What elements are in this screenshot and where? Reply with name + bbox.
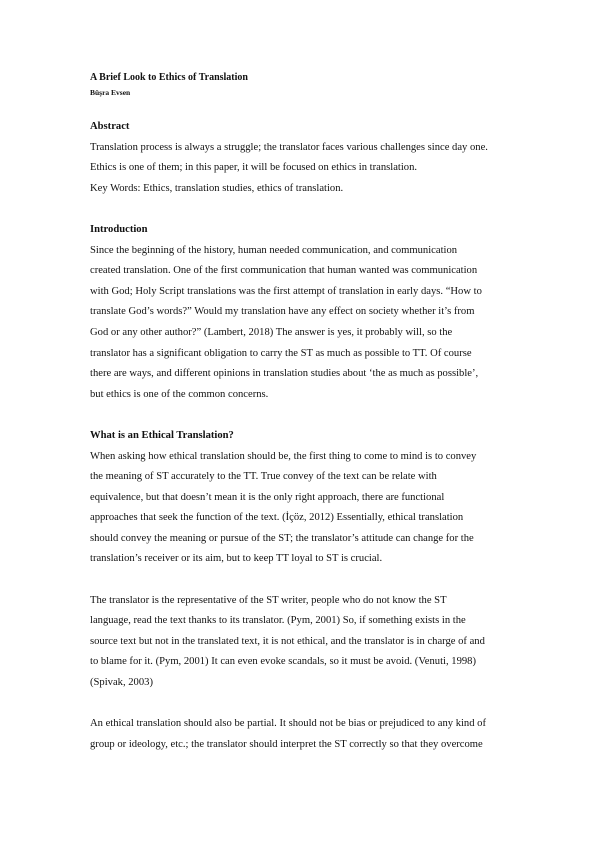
text-line: translator has a significant obligation to carry the ST as much as possible to TT. Of course	[90, 347, 472, 359]
paper-page	[90, 71, 550, 755]
text-line: but ethics is one of the common concerns.	[90, 388, 269, 400]
ethical-translation-section	[90, 426, 550, 756]
spacer	[90, 405, 550, 426]
abstract-paragraph	[90, 138, 550, 200]
paper-title: A Brief Look to Ethics of Translation	[90, 72, 248, 83]
text-line: Since the beginning of the history, human needed communication, and communication	[90, 244, 458, 256]
ethical-translation-heading: What is an Ethical Translation?	[90, 429, 234, 441]
ethical-paragraph-3	[90, 714, 550, 755]
text-line: to blame for it. (Pym, 2001) It can even evoke scandals, so it must be avoid. (Venuti, 1998)	[90, 656, 476, 668]
text-line: An ethical translation should also be partial. It should not be bias or prejudiced to any kind of	[90, 718, 486, 730]
introduction-paragraph	[90, 241, 550, 406]
paper-author: Büşra Evsen	[90, 88, 131, 97]
text-line: Ethics is one of them; in this paper, it will be focused on ethics in translation.	[90, 162, 418, 174]
spacer	[90, 694, 550, 715]
text-line: there are ways, and different opinions in translation studies about ‘the as much as possible’,	[90, 368, 479, 380]
spacer	[90, 570, 550, 591]
text-line: The translator is the representative of the ST writer, people who do not know the ST	[90, 594, 447, 606]
spacer	[90, 199, 550, 220]
introduction-heading: Introduction	[90, 223, 148, 235]
abstract-section	[90, 117, 550, 199]
text-line: group or ideology, etc.; the translator should interpret the ST correctly so that they overcome	[90, 738, 483, 750]
text-line: with God; Holy Script translations was the first attempt of translation in early days. “How to	[90, 285, 482, 297]
spacer	[90, 99, 550, 117]
text-line: equivalence, but that doesn’t mean it is the only right approach, there are functional	[90, 491, 445, 503]
text-line: God or any other author?” (Lambert, 2018) The answer is yes, it probably will, so the	[90, 326, 453, 338]
introduction-section	[90, 220, 550, 405]
text-line: (Spivak, 2003)	[90, 677, 153, 689]
text-line: the meaning of ST accurately to the TT. True convey of the text can be relate with	[90, 471, 437, 483]
abstract-heading: Abstract	[90, 121, 130, 132]
text-line: should convey the meaning or pursue of the ST; the translator’s attitude can change for the	[90, 532, 474, 544]
ethical-paragraph-2	[90, 591, 550, 694]
text-line: translation’s receiver or its aim, but to keep TT loyal to ST is crucial.	[90, 553, 383, 565]
text-line: language, read the text thanks to its translator. (Pym, 2001) So, if something exists in the	[90, 615, 466, 627]
text-line: created translation. One of the first communication that human wanted was communication	[90, 265, 478, 277]
text-line: translate God’s words?” Would my translation have any effect on society whether it’s from	[90, 306, 475, 318]
text-line: approaches that seek the function of the text. (İçöz, 2012) Essentially, ethical translation	[90, 512, 464, 524]
text-line: source text but not in the translated text, it is not ethical, and the translator is in charge of and	[90, 635, 485, 647]
text-line: Translation process is always a struggle; the translator faces various challenges since day one.	[90, 141, 488, 153]
keywords-line: Key Words: Ethics, translation studies, ethics of translation.	[90, 182, 344, 194]
ethical-paragraph-1	[90, 447, 550, 571]
text-line: When asking how ethical translation should be, the first thing to come to mind is to convey	[90, 450, 477, 462]
